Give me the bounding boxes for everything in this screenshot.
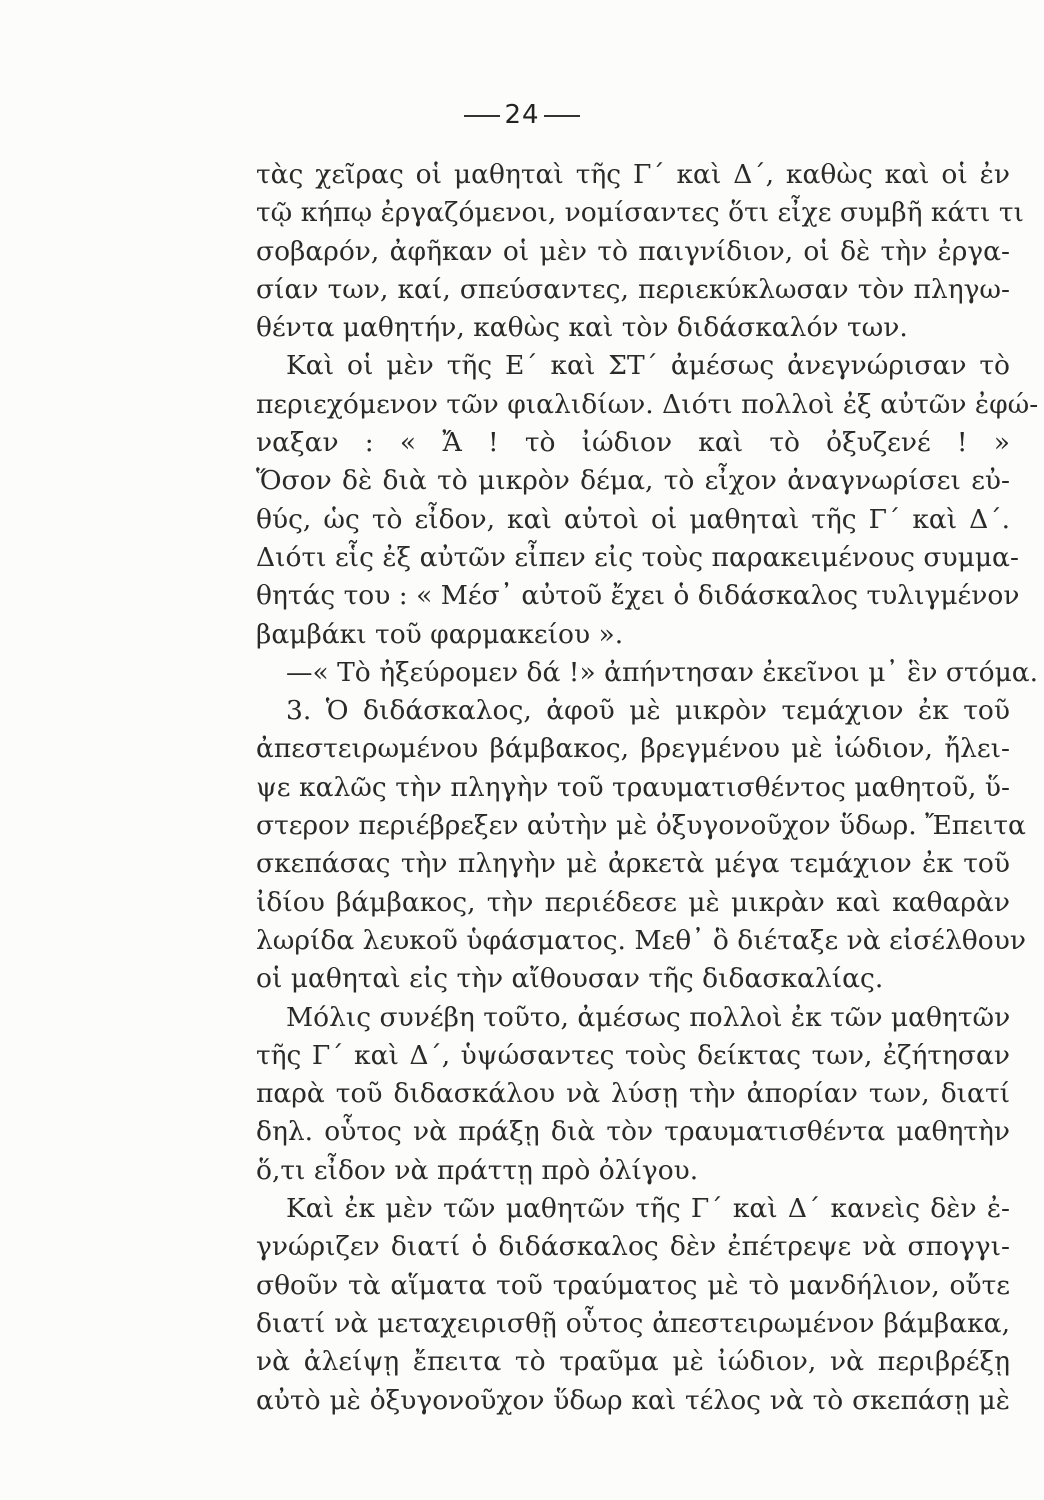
text-line: 3. Ὁ διδάσκαλος, ἀφοῦ μὲ μικρὸν τεμάχιον ἐκ τοῦ bbox=[286, 695, 1010, 727]
text-line: τῆς Γ´ καὶ Δ´, ὑψώσαντες τοὺς δείκτας των, ἐζήτησαν bbox=[256, 1039, 1010, 1071]
text-line: ναξαν : « Ἄ ! τὸ ἰώδιον καὶ τὸ ὀξυζενέ ! » bbox=[256, 427, 1010, 459]
text-line: Ὅσον δὲ διὰ τὸ μικρὸν δέμα, τὸ εἶχον ἀναγνωρίσει εὐ- bbox=[256, 465, 1010, 497]
page-number bbox=[0, 100, 1044, 130]
text-line: —« Τὸ ἠξεύρομεν δά !» ἀπήντησαν ἐκεῖνοι μ᾽ ἓν στόμα. bbox=[286, 656, 1039, 688]
text-line: νὰ ἀλείψῃ ἔπειτα τὸ τραῦμα μὲ ἰώδιον, νὰ περιβρέξῃ bbox=[256, 1346, 1010, 1378]
text-line: στερον περιέβρεξεν αὐτὴν μὲ ὀξυγονοῦχον ὕδωρ. Ἔπειτα bbox=[256, 810, 1026, 842]
text-line: διατί νὰ μεταχειρισθῇ οὗτος ἀπεστειρωμένον βάμβακα, bbox=[256, 1307, 1010, 1339]
text-line: οἱ μαθηταὶ εἰς τὴν αἴθουσαν τῆς διδασκαλίας. bbox=[256, 963, 884, 995]
text-line: Καὶ ἐκ μὲν τῶν μαθητῶν τῆς Γ´ καὶ Δ´ κανεὶς δὲν ἐ- bbox=[286, 1193, 1010, 1225]
text-line: σθοῦν τὰ αἵματα τοῦ τραύματος μὲ τὸ μανδήλιον, οὔτε bbox=[256, 1269, 1010, 1301]
text-line: ἰδίου βάμβακος, τὴν περιέδεσε μὲ μικρὰν καὶ καθαρὰν bbox=[256, 886, 1010, 918]
text-line: ἀπεστειρωμένου βάμβακος, βρεγμένου μὲ ἰώδιον, ἤλει- bbox=[256, 733, 1010, 765]
text-line: τὰς χεῖρας οἱ μαθηταὶ τῆς Γ´ καὶ Δ´, καθὼς καὶ οἱ ἐν bbox=[256, 159, 1010, 190]
dash-right bbox=[544, 115, 580, 117]
text-line: Καὶ οἱ μὲν τῆς Ε´ καὶ ΣΤ´ ἀμέσως ἀνεγνώρισαν τὸ bbox=[286, 350, 1010, 382]
dash-left bbox=[464, 115, 500, 117]
text-line: γνώριζεν διατί ὁ διδάσκαλος δὲν ἐπέτρεψε νὰ σπογγι- bbox=[256, 1231, 1010, 1263]
text-line: σκεπάσας τὴν πληγὴν μὲ ἀρκετὰ μέγα τεμάχιον ἐκ τοῦ bbox=[256, 848, 1010, 880]
text-line: θέντα μαθητήν, καθὼς καὶ τὸν διδάσκαλόν των. bbox=[256, 312, 908, 344]
text-line: Μόλις συνέβη τοῦτο, ἀμέσως πολλοὶ ἐκ τῶν μαθητῶν bbox=[286, 1001, 1011, 1033]
text-line: θύς, ὡς τὸ εἶδον, καὶ αὐτοὶ οἱ μαθηταὶ τῆς Γ´ καὶ Δ´. bbox=[256, 503, 1010, 535]
text-line: θητάς του : « Μέσ᾽ αὐτοῦ ἔχει ὁ διδάσκαλος τυλιγμένον bbox=[256, 580, 1020, 612]
text-line: ψε καλῶς τὴν πληγὴν τοῦ τραυματισθέντος μαθητοῦ, ὕ- bbox=[256, 771, 1010, 803]
page-number-value: 24 bbox=[504, 100, 540, 130]
body-text bbox=[256, 156, 1039, 1420]
text-line: βαμβάκι τοῦ φαρμακείου ». bbox=[256, 618, 624, 650]
text-line: λωρίδα λευκοῦ ὑφάσματος. Μεθ᾽ ὃ διέταξε νὰ εἰσέλθουν bbox=[256, 924, 1026, 956]
text-line: σοβαρόν, ἀφῆκαν οἱ μὲν τὸ παιγνίδιον, οἱ δὲ τὴν ἐργα- bbox=[256, 235, 1010, 267]
text-line: ὅ,τι εἶδον νὰ πράττῃ πρὸ ὀλίγου. bbox=[256, 1154, 699, 1186]
text-line: περιεχόμενον τῶν φιαλιδίων. Διότι πολλοὶ ἐξ αὐτῶν ἐφώ- bbox=[256, 388, 1039, 420]
text-line: σίαν των, καί, σπεύσαντες, περιεκύκλωσαν τὸν πληγω- bbox=[256, 273, 1010, 305]
text-line: δηλ. οὗτος νὰ πράξῃ διὰ τὸν τραυματισθέντα μαθητὴν bbox=[256, 1116, 1010, 1148]
text-line: παρὰ τοῦ διδασκάλου νὰ λύσῃ τὴν ἀπορίαν των, διατί bbox=[256, 1078, 1010, 1110]
text-line: τῷ κήπῳ ἐργαζόμενοι, νομίσαντες ὅτι εἶχε συμβῆ κάτι τι bbox=[256, 197, 1024, 229]
text-line: Διότι εἷς ἐξ αὐτῶν εἶπεν εἰς τοὺς παρακειμένους συμμα- bbox=[256, 541, 1019, 573]
text-line: αὐτὸ μὲ ὀξυγονοῦχον ὕδωρ καὶ τέλος νὰ τὸ σκεπάσῃ μὲ bbox=[256, 1384, 1010, 1416]
